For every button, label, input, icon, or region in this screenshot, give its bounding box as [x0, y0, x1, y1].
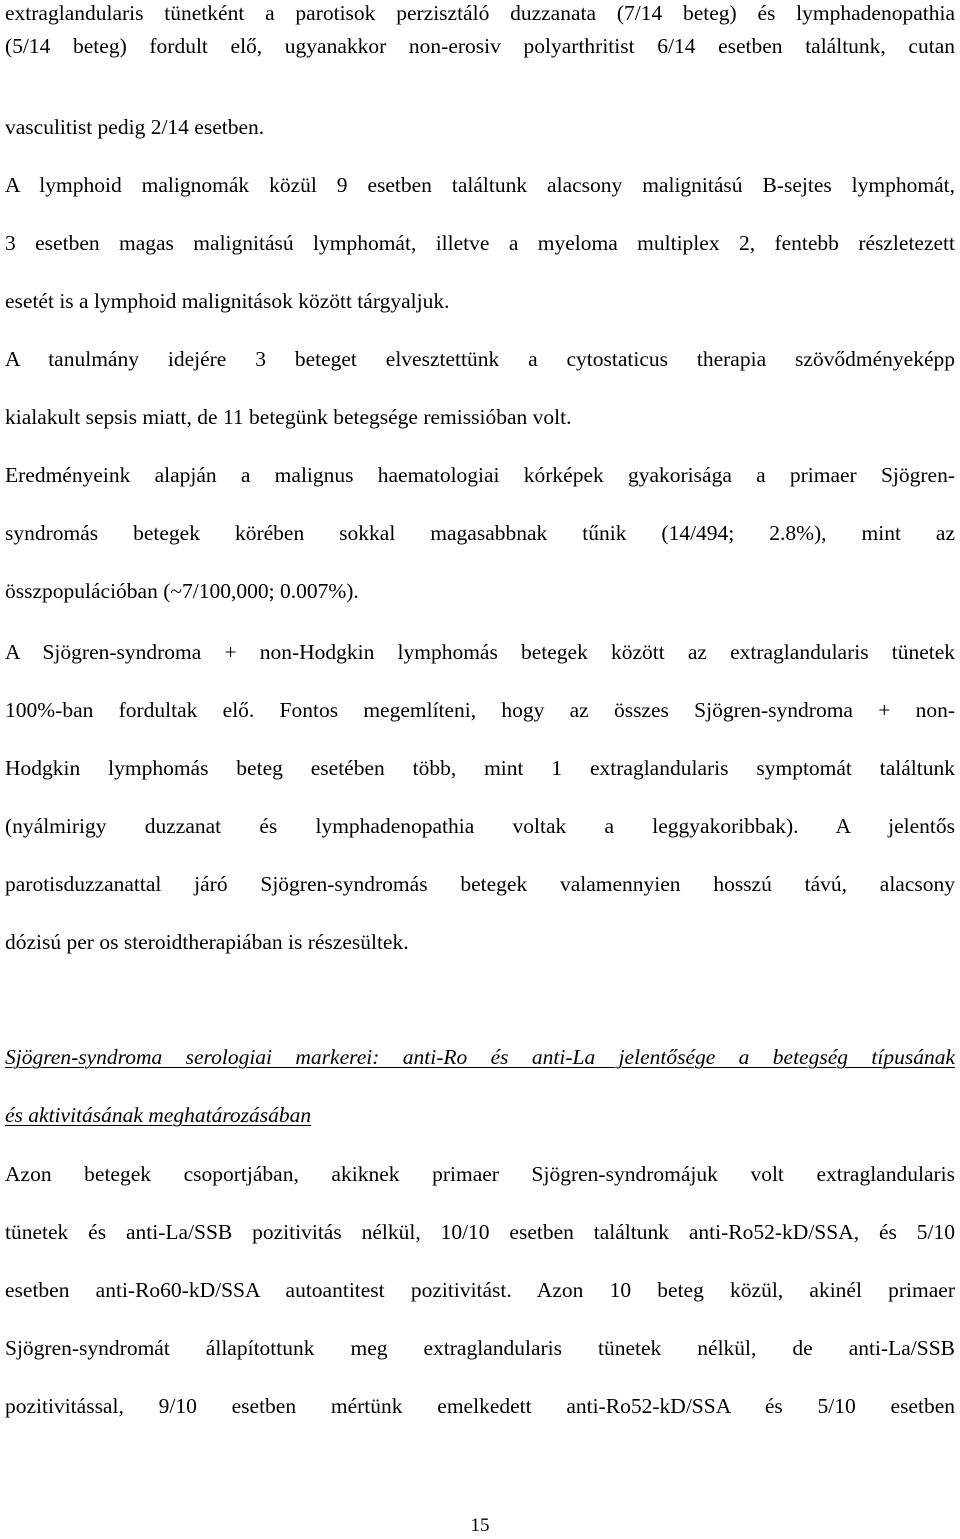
text-line: esetét is a lymphoid malignitások között tárgyaljuk. [5, 289, 450, 313]
text-line: (5/14 beteg) fordult elő, ugyanakkor non-erosiv polyarthritist 6/14 esetben találtunk, cutan [5, 34, 955, 58]
text-line: 100%-ban fordultak elő. Fontos megemlíteni, hogy az összes Sjögren-syndroma + non- [5, 698, 955, 722]
text-line: (nyálmirigy duzzanat és lymphadenopathia voltak a leggyakoribbak). A jelentős [5, 814, 955, 838]
text-line: dózisú per os steroidtherapiában is részesültek. [5, 930, 409, 954]
document-page [5, 0, 955, 1537]
text-line: A tanulmány idejére 3 beteget elvesztettünk a cytostaticus therapia szövődményeképp [5, 347, 955, 371]
text-line: összpopulációban (~7/100,000; 0.007%). [5, 579, 359, 603]
text-line: parotisduzzanattal járó Sjögren-syndromás betegek valamennyien hosszú távú, alacsony [5, 872, 955, 896]
text-line: esetben anti-Ro60-kD/SSA autoantitest pozitivitást. Azon 10 beteg közül, akinél primaer [5, 1278, 955, 1302]
section-heading-line: és aktivitásának meghatározásában [5, 1103, 312, 1127]
text-line: 3 esetben magas malignitású lymphomát, illetve a myeloma multiplex 2, fentebb részletezett [5, 231, 955, 255]
text-line: Sjögren-syndromát állapítottunk meg extraglandularis tünetek nélkül, de anti-La/SSB [5, 1336, 955, 1360]
text-line: syndromás betegek körében sokkal magasabbnak tűnik (14/494; 2.8%), mint az [5, 521, 955, 545]
text-line: pozitivitással, 9/10 esetben mértünk emelkedett anti-Ro52-kD/SSA és 5/10 esetben [5, 1394, 955, 1418]
text-line: Hodgkin lymphomás beteg esetében több, mint 1 extraglandularis symptomát találtunk [5, 756, 955, 780]
section-heading-line: Sjögren-syndroma serologiai markerei: anti-Ro és anti-La jelentősége a betegség típusának [5, 1045, 955, 1069]
text-line: Eredményeink alapján a malignus haematologiai kórképek gyakorisága a primaer Sjögren- [5, 463, 955, 487]
text-line: kialakult sepsis miatt, de 11 betegünk betegsége remissióban volt. [5, 405, 572, 429]
text-line: extraglandularis tünetként a parotisok perzisztáló duzzanata (7/14 beteg) és lymphadenopathia [5, 1, 955, 25]
page-number: 15 [470, 1515, 490, 1536]
text-line: tünetek és anti-La/SSB pozitivitás nélkül, 10/10 esetben találtunk anti-Ro52-kD/SSA, és 5/10 [5, 1220, 955, 1244]
text-line: Azon betegek csoportjában, akiknek primaer Sjögren-syndromájuk volt extraglandularis [5, 1162, 955, 1186]
text-line: A Sjögren-syndroma + non-Hodgkin lymphomás betegek között az extraglandularis tünetek [5, 640, 955, 664]
text-line: vasculitist pedig 2/14 esetben. [5, 115, 265, 139]
text-line: A lymphoid malignomák közül 9 esetben találtunk alacsony malignitású B-sejtes lymphomát, [5, 173, 955, 197]
